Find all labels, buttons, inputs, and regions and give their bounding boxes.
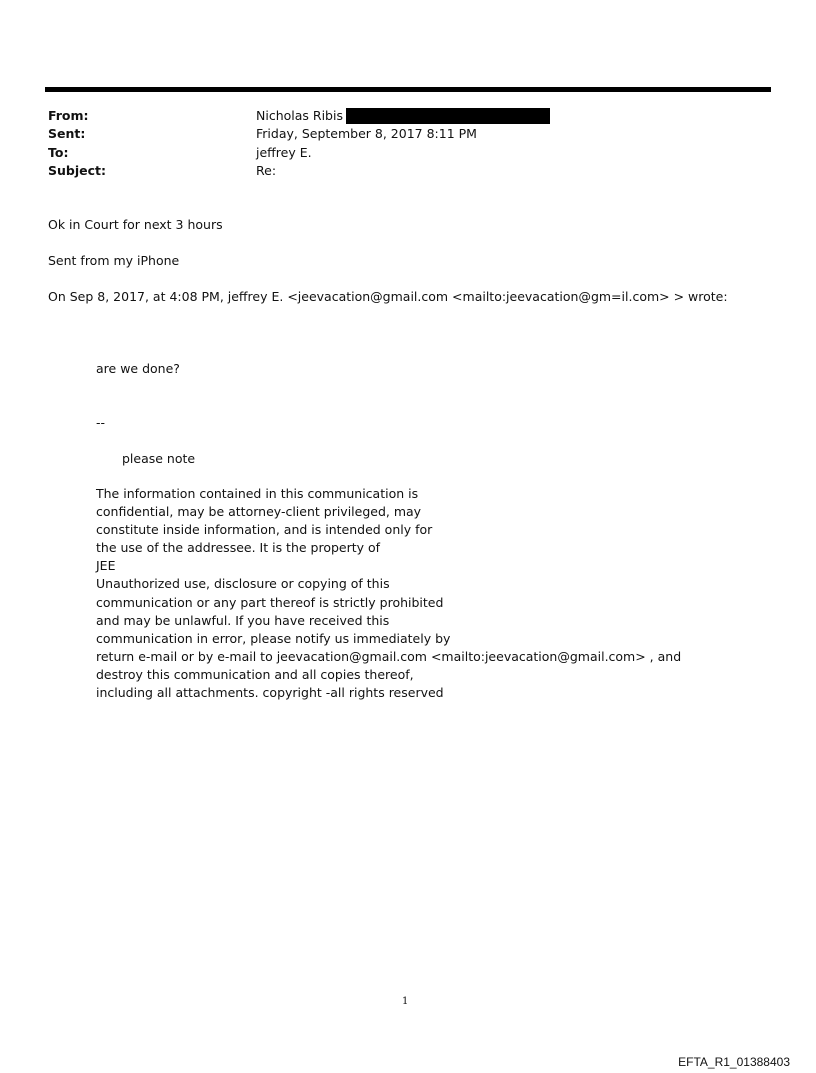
page-number: 1 <box>402 996 409 1007</box>
header-rule <box>45 87 771 92</box>
disclaimer-line: communication or any part thereof is strictly prohibited <box>96 594 444 610</box>
from-value <box>256 108 550 124</box>
redaction-bar <box>346 108 550 124</box>
disclaimer-line: including all attachments. copyright -all rights reserved <box>96 685 444 701</box>
sent-value: Friday, September 8, 2017 8:11 PM <box>256 126 477 141</box>
disclaimer-line: the use of the addressee. It is the property of <box>96 540 381 556</box>
from-name: Nicholas Ribis <box>256 108 343 123</box>
from-label: From: <box>48 108 89 123</box>
signature-separator: -- <box>96 415 106 430</box>
disclaimer-line: destroy this communication and all copies thereof, <box>96 666 414 682</box>
disclaimer-line: The information contained in this communication is <box>96 486 419 501</box>
subject-value: Re: <box>256 163 277 178</box>
quote-intro: On Sep 8, 2017, at 4:08 PM, jeffrey E. <jeevacation@gmail.com <mailto:jeevacation@gm=il.com> > wrote: <box>48 289 728 304</box>
disclaimer-line: communication in error, please notify us immediately by <box>96 630 451 646</box>
to-label: To: <box>48 145 69 160</box>
sent-label: Sent: <box>48 126 86 141</box>
body-line-signature: Sent from my iPhone <box>48 253 180 268</box>
to-value: jeffrey E. <box>256 145 312 160</box>
disclaimer-line: Unauthorized use, disclosure or copying of this <box>96 576 390 592</box>
confidentiality-disclaimer <box>96 485 681 702</box>
disclaimer-line: confidential, may be attorney-client privileged, may <box>96 504 422 520</box>
subject-label: Subject: <box>48 163 106 178</box>
document-id: EFTA_R1_01388403 <box>678 1055 790 1069</box>
disclaimer-line: constitute inside information, and is intended only for <box>96 522 433 538</box>
disclaimer-line: return e-mail or by e-mail to jeevacation@gmail.com <mailto:jeevacation@gmail.com> , and <box>96 648 682 664</box>
body-line-reply: Ok in Court for next 3 hours <box>48 217 223 232</box>
disclaimer-line: and may be unlawful. If you have received this <box>96 612 390 628</box>
please-note: please note <box>122 451 196 466</box>
disclaimer-line: JEE <box>96 558 116 574</box>
quoted-message: are we done? <box>96 361 180 376</box>
